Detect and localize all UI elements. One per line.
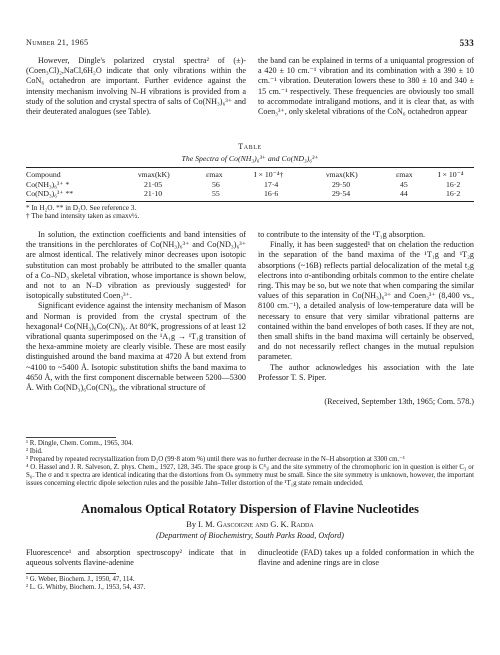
- reference: ¹ G. Weber, Biochem. J., 1950, 47, 114.: [26, 576, 135, 583]
- column-header: εmax: [206, 170, 223, 179]
- left-column-top: [26, 56, 246, 117]
- table-header-row: [26, 170, 474, 180]
- reference: ¹ R. Dingle, Chem. Comm., 1965, 304.: [26, 440, 134, 447]
- paragraph: to contribute to the intensity of the ¹T₁g absorption.: [258, 230, 426, 239]
- table-cell: 29·54: [332, 189, 351, 198]
- column-header: Compound: [26, 170, 61, 179]
- table-row: [26, 180, 474, 190]
- footnote-rule: [26, 437, 116, 438]
- table-cell: 56: [212, 179, 220, 189]
- authors: I. M. Gascoigne and G. K. Radda: [198, 520, 314, 529]
- table-cell: 44: [400, 189, 408, 198]
- article-left-column: [26, 548, 246, 568]
- references-list: [26, 440, 474, 489]
- article-references: [26, 576, 474, 592]
- table-title: Table: [238, 142, 262, 151]
- table-cell: 21·10: [144, 189, 163, 198]
- table-cell: 29·50: [332, 179, 351, 189]
- byline-prefix: By: [186, 520, 197, 529]
- right-column-top: [258, 56, 474, 117]
- paragraph: Fluorescence¹ and absorption spectroscopy² indicate that in aqueous solvents flavine-adenine: [26, 548, 246, 568]
- table-subtitle: The Spectra of Co(NH₃)₆³⁺ and Co(ND₃)₆³⁺: [181, 154, 319, 163]
- table-footnote: † The band intensity taken as εmaxν½.: [26, 211, 140, 221]
- paragraph: Significant evidence against the intensity mechanism of Mason and Norman is provided from the crystal spectrum of the hexagonal⁴ Co(NH₃)₆Co(CN)₆. At 80°K, progressions of at least 12 vibrational quanta superimposed on the ¹A₁g → ¹T₁g transition of the hexa-ammine moiety are clearly visible. These are most easily distinguished around the band maxima at 4720 Å but extend from ~4100 to ~5400 Å. Isotopic substitution shifts the band maxima to 4650 Å, with the first component discernable between 5200—5300 Å. With Co(ND₃)₆Co(CN)₆, the vibrational structure of: [26, 301, 246, 393]
- reference: ² Ibid.: [26, 448, 43, 456]
- byline: [26, 520, 474, 529]
- table-rule: [26, 167, 474, 168]
- received-date: (Received, September 13th, 1965; Com. 578.): [324, 397, 474, 407]
- paragraph: In solution, the extinction coefficients and band intensities of the transitions in the perchlorates of Co(NH₃)₆³⁺ and Co(ND₃)₆³⁺ are almost identical. The relatively minor decreases upon isotopic substitution can most probably be attributed to the smaller quanta of a Co–ND₃ skeletal vibration, whose importance is shown below, and not to an N–D vibration as previously suggested¹ for isotopically substituted Coen₃³⁺.: [26, 230, 246, 301]
- table-cell: Co(ND₃)₆³⁺ **: [26, 189, 74, 198]
- column-header: νmax(kK): [326, 170, 358, 179]
- table-cell: 17·4: [264, 179, 279, 189]
- table-cell: 45: [400, 179, 408, 189]
- table-cell: 21·05: [144, 179, 163, 189]
- page-number: 533: [459, 38, 474, 48]
- issue-label: Number 21, 1965: [26, 38, 89, 47]
- article-right-column: [258, 548, 474, 568]
- affiliation: (Department of Biochemistry, South Parks Road, Oxford): [156, 531, 344, 540]
- reference: ³ Prepared by repeated recrystallization from D₂O (99·8 atom %) until there was no further decrease in the N–H absorption at 3300 cm.⁻¹: [26, 456, 405, 464]
- table-footnotes: [26, 204, 474, 222]
- table-cell: 16·2: [446, 189, 461, 198]
- table-cell: 16·2: [446, 179, 461, 189]
- table-footnote: * In H₂O. ** in D₂O. See reference 3.: [26, 202, 137, 212]
- right-column-body: [258, 230, 474, 407]
- left-column-body: [26, 230, 246, 393]
- article-title: Anomalous Optical Rotatory Dispersion of Flavine Nucleotides: [81, 502, 419, 516]
- running-header: [26, 38, 474, 50]
- spectra-table: [26, 142, 474, 221]
- footnote-rule: [26, 573, 116, 574]
- column-header: νmax(kK): [138, 170, 170, 179]
- reference: ⁴ O. Hassel and J. R. Salveson, Z. phys. Chem., 1927, 128, 345. The space group is C⁴₃ᵢ and the site symmetry of the chromophoric ion in question is either C₃ or S₆. The σ and π spectra are identical indicating that the distortions from Oₕ symmetry must be small. Since the site symmetry is unknown, however, the important issues concerning electric dipole selection rules and the possible Jahn–Teller distortion of the ¹T₁g state remain undecided.: [26, 464, 474, 488]
- table-cell: 16·6: [264, 189, 279, 198]
- column-header: I × 10⁻⁴: [438, 170, 464, 179]
- table-cell: 55: [212, 189, 220, 198]
- table-cell: Co(NH₃)₆³⁺ *: [26, 179, 70, 189]
- paragraph: The author acknowledges his association with the late Professor T. S. Piper.: [258, 362, 474, 382]
- table-rule: [26, 201, 474, 202]
- reference: ² L. G. Whitby, Biochem. J., 1953, 54, 437.: [26, 584, 146, 592]
- column-header: I × 10⁻⁴†: [254, 170, 284, 179]
- paragraph: Finally, it has been suggested¹ that on chelation the reduction in the separation of the band maxima of the ¹T₁g and ¹T₂g absorptions (~16B) reflects partial delocalization of the metal t₂g electrons into σ-antibonding orbitals common to the entire chelate ring. This may be so, but we note that when comparing the similar values of this separation in Co(NH₃)₆³⁺ and Coen₃³⁺ (8,400 vs., 8100 cm.⁻¹), a detailed analysis of low-temperature data will be necessary to ensure that very similar vibrational patterns are contained within the band envelopes of both cases. If they are not, then small shifts in the band maxima will certainly be observed, and do not necessarily reflect changes in the mutual repulsion parameter.: [258, 240, 474, 362]
- column-header: εmax: [396, 170, 413, 179]
- table-row: [26, 189, 474, 199]
- paragraph: dinucleotide (FAD) takes up a folded conformation in which the flavine and adenine rings are in close: [258, 548, 474, 568]
- paragraph: the band can be explained in terms of a uniquantal progression of a 420 ± 10 cm.⁻¹ vibration and its combination with a 390 ± 10 cm.⁻¹ vibration. Deuteration lowers these to 380 ± 10 and 340 ± 15 cm.⁻¹ respectively. These frequencies are obviously too small to accommodate intraligand motions, and it is clear that, as with Coen₃³⁺, only skeletal vibrations of the CoN₆ octahedron appear: [258, 56, 474, 117]
- paragraph: However, Dingle's polarized crystal spectra² of (±)-(Coen₃Cl)₂,NaCl,6H₂O indicate that only vibrations within the CoN₆ octahedron are important. Further evidence against the intensity mechanism involving N–H vibrations is provided from a study of the solution and crystal spectra of salts of Co(NH₃)₆³⁺ and their deuterated analogues (see Table).: [26, 56, 246, 117]
